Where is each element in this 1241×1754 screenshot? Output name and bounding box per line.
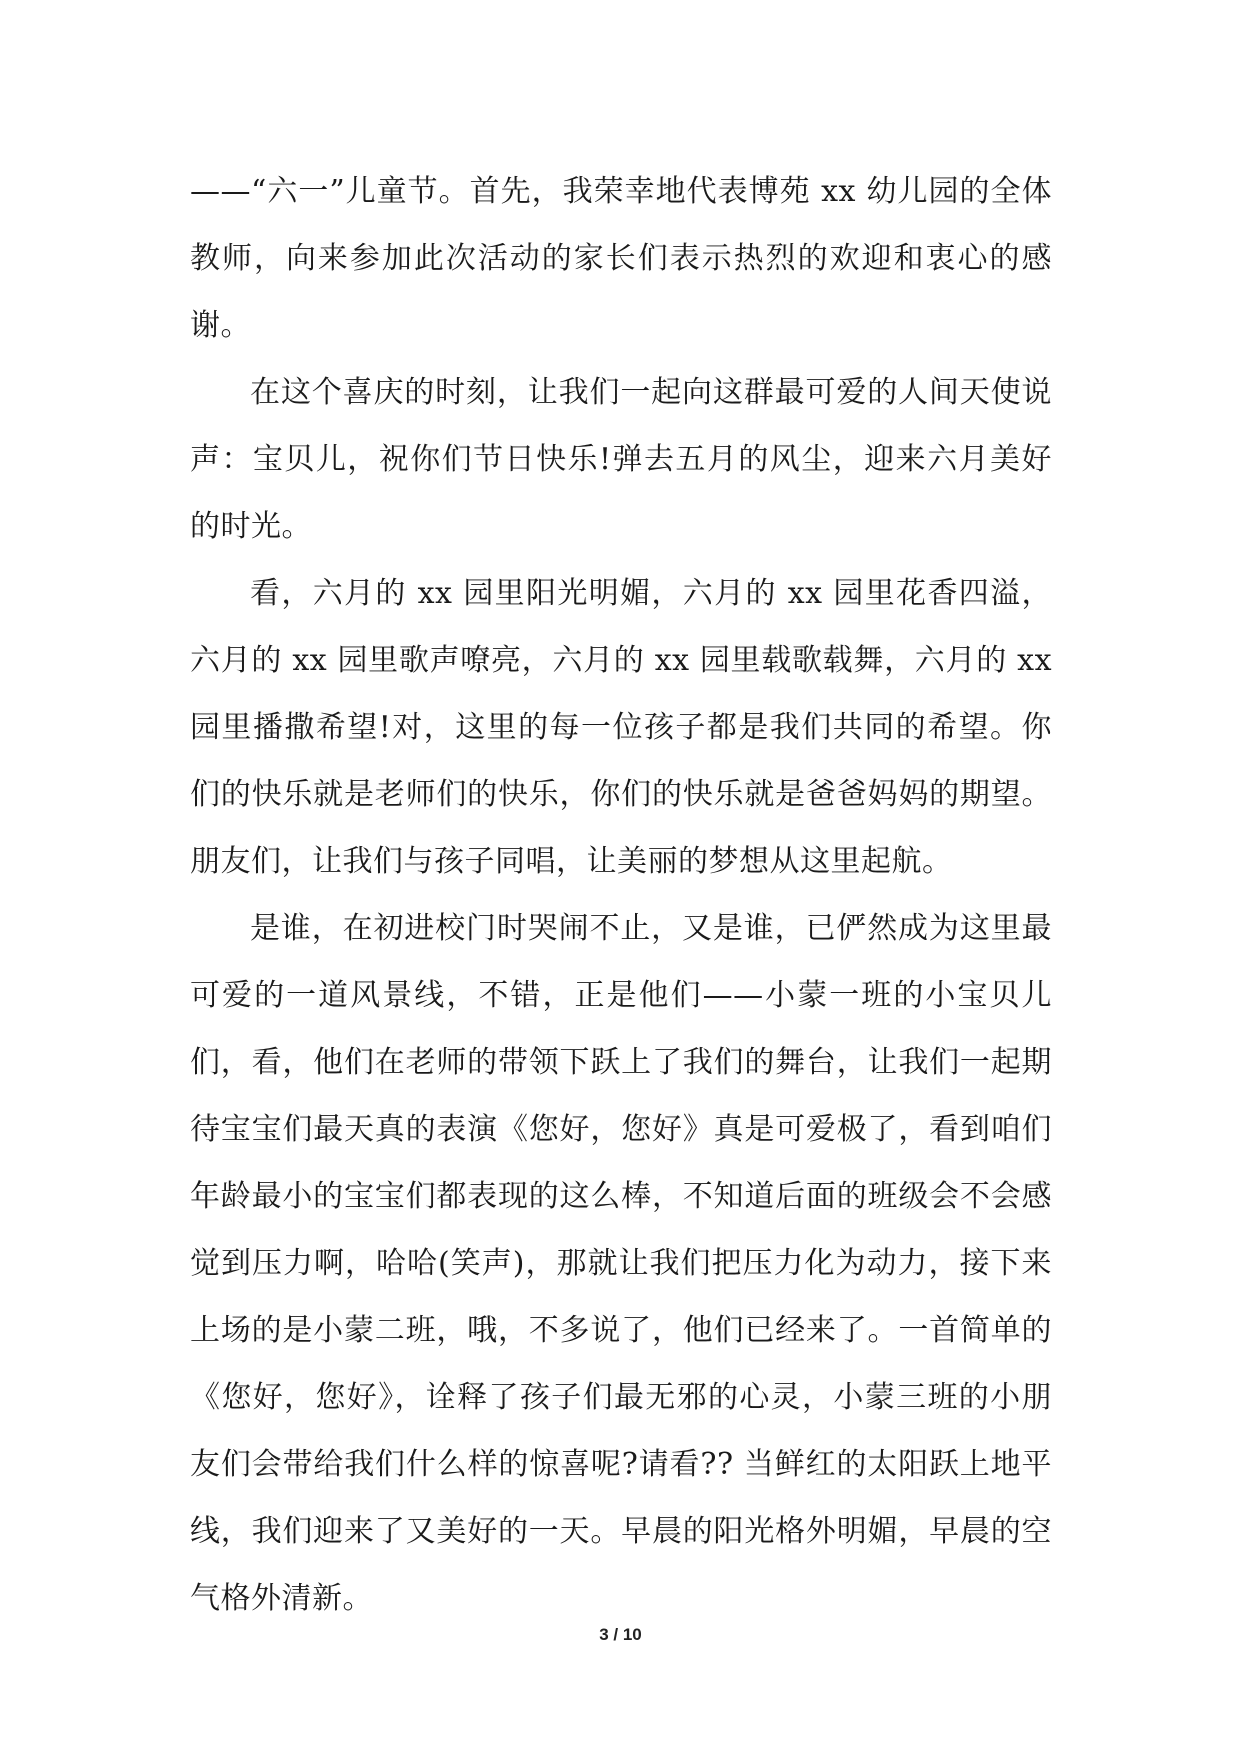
paragraph-4: 是谁，在初进校门时哭闹不止，又是谁，已俨然成为这里最可爱的一道风景线，不错，正是他们——小蒙一班的小宝贝儿们，看，他们在老师的带领下跃上了我们的舞台，让我们一起期待宝宝们最天真的表演《您好，您好》真是可爱极了，看到咱们年龄最小的宝宝们都表现的这么棒，不知道后面的班级会不会感觉到压力啊，哈哈(笑声)，那就让我们把压力化为动力，接下来上场的是小蒙二班，哦，不多说了，他们已经来了。一首简单的《您好，您好》，诠释了孩子们最无邪的心灵，小蒙三班的小朋友们会带给我们什么样的惊喜呢?请看?? 当鲜红的太阳跃上地平线，我们迎来了又美好的一天。早晨的阳光格外明媚，早晨的空气格外清新。 bbox=[190, 911, 1052, 1616]
paragraph-1: ——“六一”儿童节。首先，我荣幸地代表博苑 xx 幼儿园的全体教师，向来参加此次活动的家长们表示热烈的欢迎和衷心的感谢。 bbox=[190, 174, 1052, 343]
paragraph-3: 看，六月的 xx 园里阳光明媚，六月的 xx 园里花香四溢，六月的 xx 园里歌声嘹亮，六月的 xx 园里载歌载舞，六月的 xx 园里播撒希望!对，这里的每一位孩子都是我们共同的希望。你们的快乐就是老师们的快乐，你们的快乐就是爸爸妈妈的期望。朋友们，让我们与孩子同唱，让美丽的梦想从这里起航。 bbox=[190, 576, 1052, 879]
document-body bbox=[190, 158, 1052, 1632]
paragraph-2: 在这个喜庆的时刻，让我们一起向这群最可爱的人间天使说声：宝贝儿，祝你们节日快乐!弹去五月的风尘，迎来六月美好的时光。 bbox=[190, 375, 1052, 544]
page-number: 3 / 10 bbox=[599, 1625, 642, 1644]
